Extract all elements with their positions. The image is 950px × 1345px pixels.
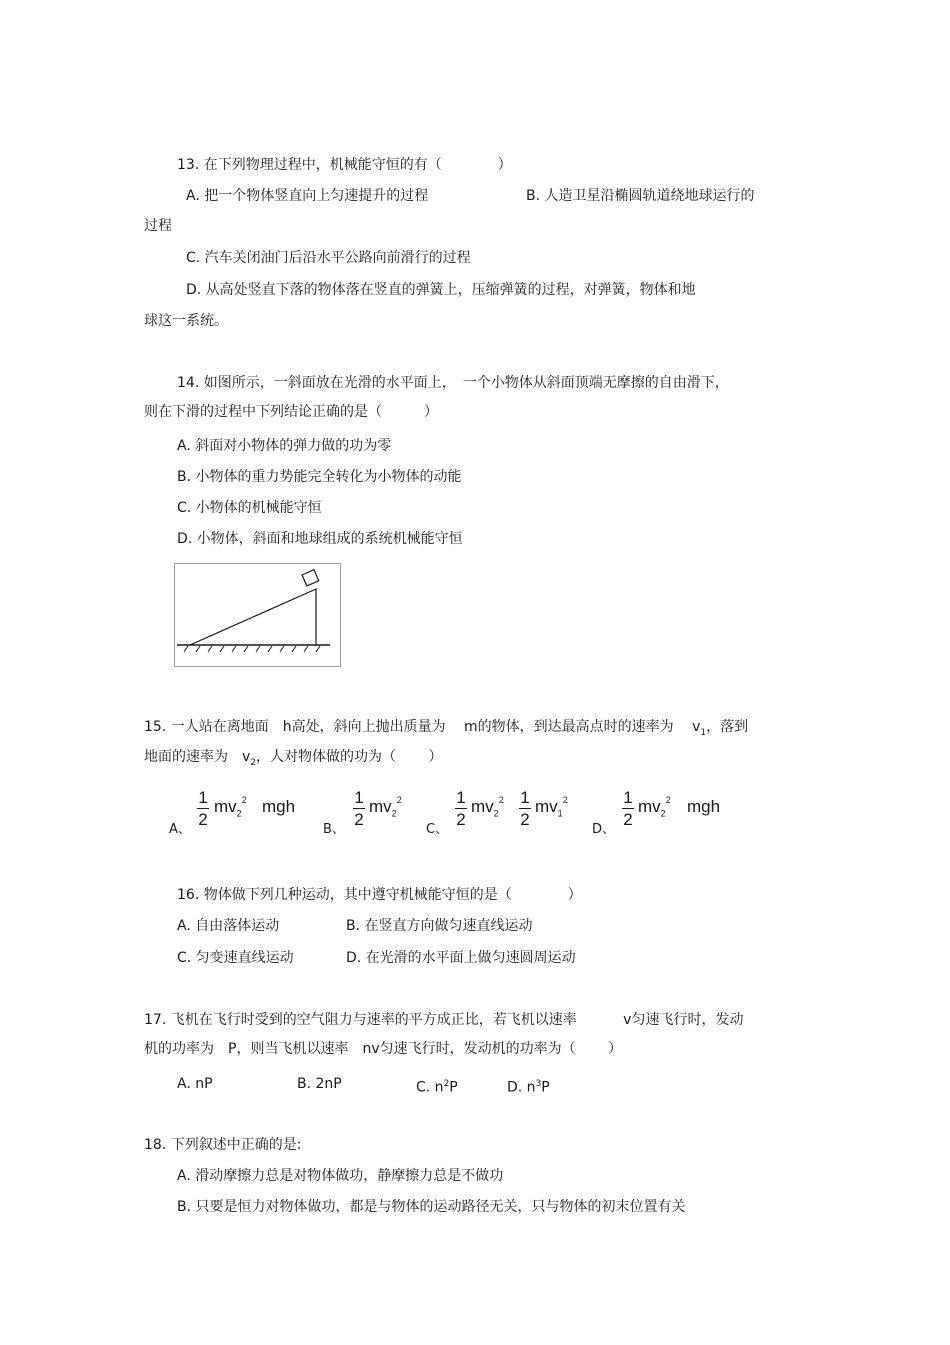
q14-stem-line1: 14. 如图所示，一斜面放在光滑的水平面上， 一个小物体从斜面顶端无摩擦的自由滑下， — [177, 375, 729, 391]
q13-option-a: A. 把一个物体竖直向上匀速提升的过程 — [186, 188, 429, 204]
q13-stem: 13. 在下列物理过程中，机械能守恒的有（ ） — [177, 157, 512, 173]
q15-option-b-label: B、 — [323, 822, 345, 837]
q18-stem: 18. 下列叙述中正确的是: — [144, 1137, 302, 1153]
q16-option-c: C. 匀变速直线运动 — [177, 950, 294, 966]
q13-option-d: D. 从高处竖直下落的物体落在竖直的弹簧上，压缩弹簧的过程，对弹簧，物体和地 — [186, 282, 696, 298]
incline-slope — [190, 589, 316, 645]
q14-stem-line2: 则在下滑的过程中下列结论正确的是（ ） — [144, 404, 438, 420]
q15-option-c-mv1: $mv_1^2$ — [535, 795, 568, 819]
q16-option-b: B. 在竖直方向做匀速直线运动 — [346, 918, 533, 934]
q17-option-b: B. 2nP — [297, 1076, 342, 1092]
q15-option-c-half-1: 1 2 — [456, 788, 466, 829]
small-block — [302, 570, 319, 586]
q15-option-c-half-2: 1 2 — [520, 788, 530, 829]
q16-option-d: D. 在光滑的水平面上做匀速圆周运动 — [346, 950, 576, 966]
q15-option-a-half: 1 2 — [198, 788, 208, 829]
q18-option-b: B. 只要是恒力对物体做功，都是与物体的运动路径无关，只与物体的初末位置有关 — [177, 1199, 686, 1215]
q15-option-c-mv2: $mv_2^2$ — [471, 795, 504, 819]
q15-option-a-mv: $mv_2^2$ — [214, 795, 247, 819]
q15-option-a-label: A、 — [169, 822, 191, 837]
q13-option-b-continuation: 过程 — [144, 218, 172, 234]
q16-stem: 16. 物体做下列几种运动，其中遵守机械能守恒的是（ ） — [177, 887, 582, 903]
q17-option-d: D. $n^3P$ — [507, 1079, 550, 1096]
q15-stem-line2: 地面的速率为 $v_2$，人对物体做的功为（ ） — [144, 749, 443, 768]
q15-option-b-mv: $mv_2^2$ — [369, 795, 402, 819]
q15-stem-line1: 15. 一人站在离地面 h高处，斜向上抛出质量为 m的物体，到达最高点时的速率为 $v_1$，落到 — [144, 719, 749, 738]
q17-option-c: C. $n^2P$ — [416, 1079, 458, 1096]
q14-option-c: C. 小物体的机械能守恒 — [177, 500, 322, 516]
q16-option-a: A. 自由落体运动 — [177, 918, 280, 934]
q13-option-c: C. 汽车关闭油门后沿水平公路向前滑行的过程 — [186, 250, 471, 266]
q15-option-d-half: 1 2 — [623, 788, 633, 829]
q15-option-c-label: C、 — [426, 822, 449, 837]
q15-option-d-mgh: mgh — [687, 797, 721, 816]
q15-option-d-mv: $mv_2^2$ — [638, 795, 671, 819]
ground-line — [177, 645, 330, 652]
q15-option-d-label: D、 — [592, 822, 616, 837]
q13-option-d-continuation: 球这一系统。 — [144, 313, 228, 329]
q17-stem-line2: 机的功率为 P，则当飞机以速率 nv匀速飞行时，发动机的功率为（ ） — [144, 1041, 623, 1057]
q14-option-d: D. 小物体，斜面和地球组成的系统机械能守恒 — [177, 531, 463, 547]
q18-option-a: A. 滑动摩擦力总是对物体做功，静摩擦力总是不做功 — [177, 1168, 504, 1184]
q15-option-b-half: 1 2 — [354, 788, 364, 829]
incline-figure — [174, 563, 342, 667]
q14-option-b: B. 小物体的重力势能完全转化为小物体的动能 — [177, 469, 462, 485]
q14-option-a: A. 斜面对小物体的弹力做的功为零 — [177, 438, 392, 454]
q13-option-b: B. 人造卫星沿椭圆轨道绕地球运行的 — [526, 188, 755, 204]
q17-option-a: A. nP — [177, 1076, 213, 1092]
q15-option-a-mgh: mgh — [262, 797, 296, 816]
q17-stem-line1: 17. 飞机在飞行时受到的空气阻力与速率的平方成正比，若飞机以速率 v匀速飞行时，发动 — [144, 1012, 744, 1028]
